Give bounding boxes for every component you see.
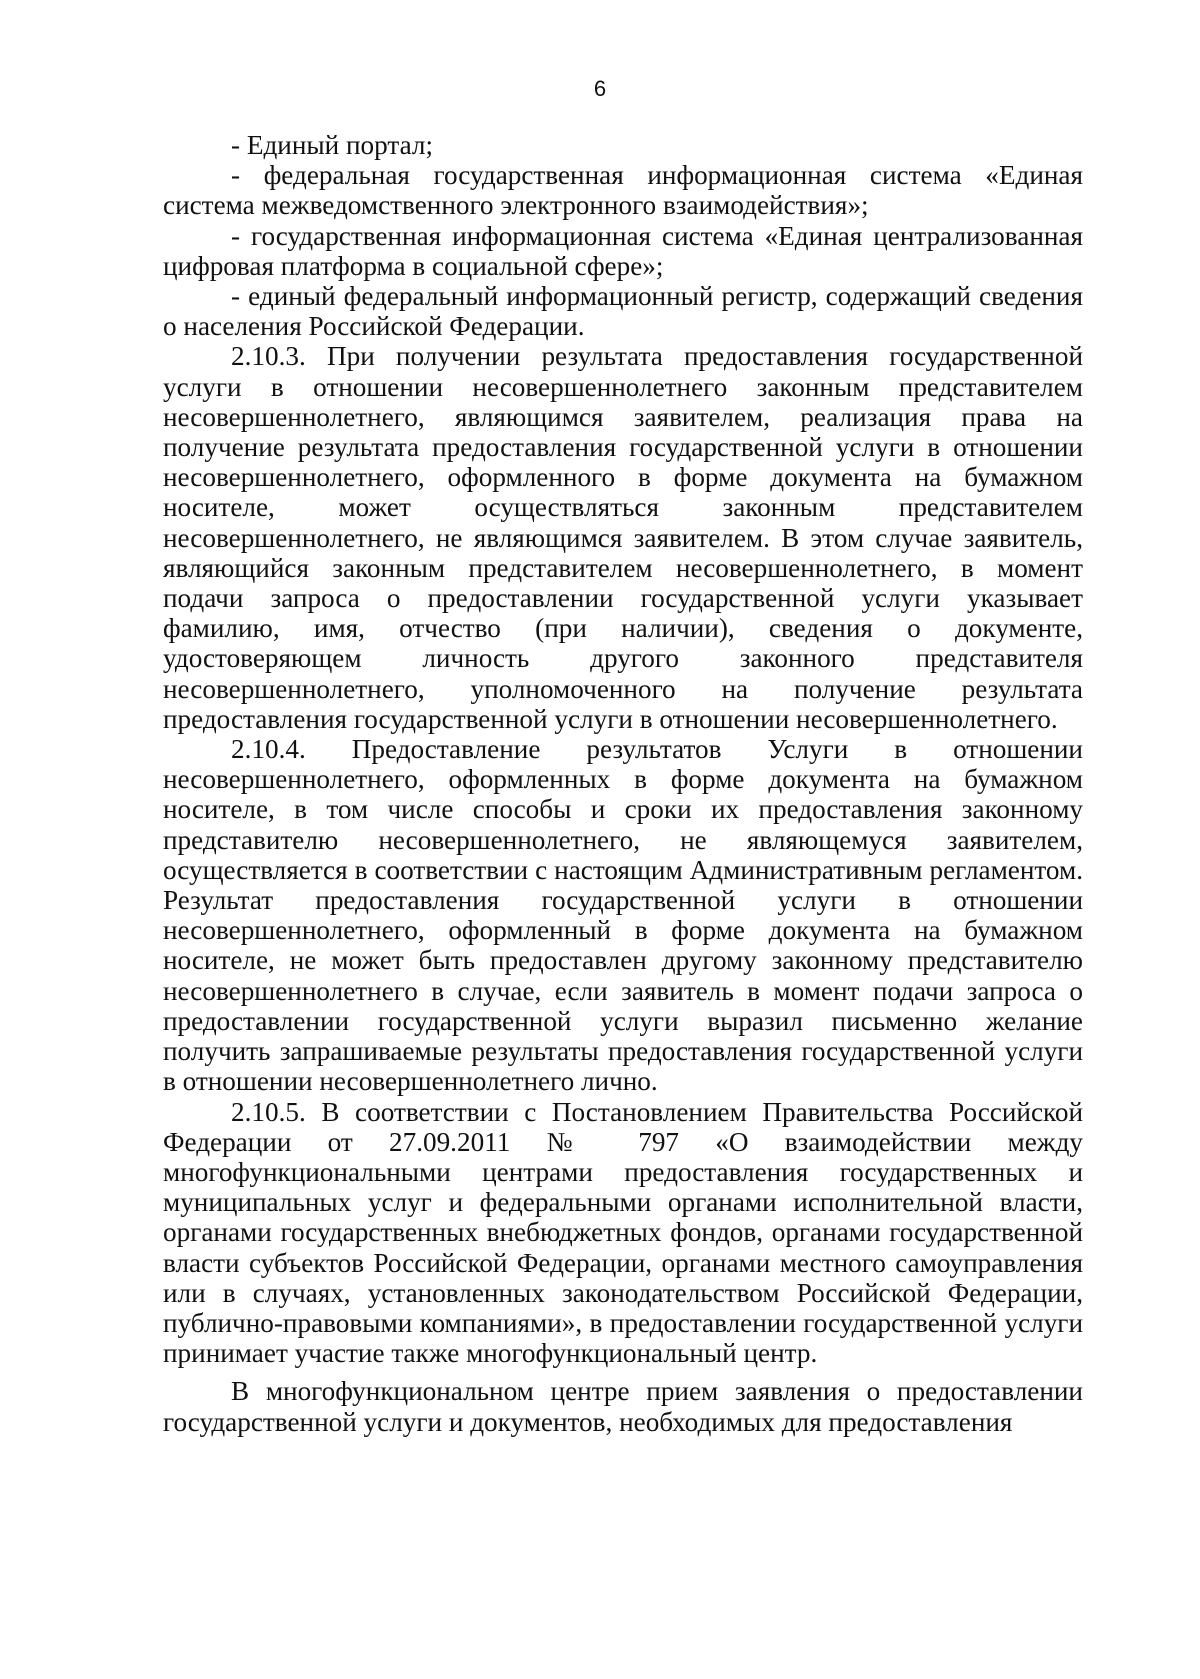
- clause-2-10-4: 2.10.4. Предоставление результатов Услуги в отношении несовершеннолетнего, оформленных в форме документа на бумажном носителе, в том числе способы и сроки их предоставления законному представителю несовершеннолетнего, не являющемуся заявителем, осуществляется в соответствии с настоящим Административным регламентом. Результат предоставления государственной услуги в отношении несовершеннолетнего, оформленный в форме документа на бумажном носителе, не может быть предоставлен другому законному представителю несовершеннолетнего в случае, если заявитель в момент подачи запроса о предоставлении государственной услуги выразил письменно желание получить запрашиваемые результаты предоставления государственной услуги в отношении несовершеннолетнего лично.: [163, 734, 1083, 1097]
- clause-2-10-5: 2.10.5. В соответствии с Постановлением Правительства Российской Федерации от 27.09.2011 № 797 «О взаимодействии между многофункциональными центрами предоставления государственных и муниципальных услуг и федеральными органами исполнительной власти, органами государственных внебюджетных фондов, органами государственной власти субъектов Российской Федерации, органами местного самоуправления или в случаях, установленных законодательством Российской Федерации, публично-правовыми компаниями», в предоставлении государственной услуги принимает участие также многофункциональный центр.: [163, 1096, 1083, 1369]
- list-item-social-platform: - государственная информационная система «Единая централизованная цифровая платформа в социальной сфере»;: [163, 220, 1083, 281]
- page-number: 6: [593, 76, 607, 101]
- list-item-population-register: - единый федеральный информационный регистр, содержащий сведения о населения Российской Федерации.: [163, 281, 1083, 342]
- list-item-unified-portal: - Единый портал;: [231, 130, 434, 160]
- document-body: [163, 130, 1083, 1437]
- paragraph-mfc-intake: В многофункциональном центре прием заявления о предоставлении государственной услуги и документов, необходимых для предоставления: [163, 1376, 1083, 1437]
- clause-2-10-3: 2.10.3. При получении результата предоставления государственной услуги в отношении несовершеннолетнего законным представителем несовершеннолетнего, являющимся заявителем, реализация права на получение результата предоставления государственной услуги в отношении несовершеннолетнего, оформленного в форме документа на бумажном носителе, может осуществляться законным представителем несовершеннолетнего, не являющимся заявителем. В этом случае заявитель, являющийся законным представителем несовершеннолетнего, в момент подачи запроса о предоставлении государственной услуги указывает фамилию, имя, отчество (при наличии), сведения о документе, удостоверяющем личность другого законного представителя несовершеннолетнего, уполномоченного на получение результата предоставления государственной услуги в отношении несовершеннолетнего.: [163, 341, 1083, 734]
- list-item-smev: - федеральная государственная информационная система «Единая система межведомственного электронного взаимодействия»;: [163, 160, 1083, 221]
